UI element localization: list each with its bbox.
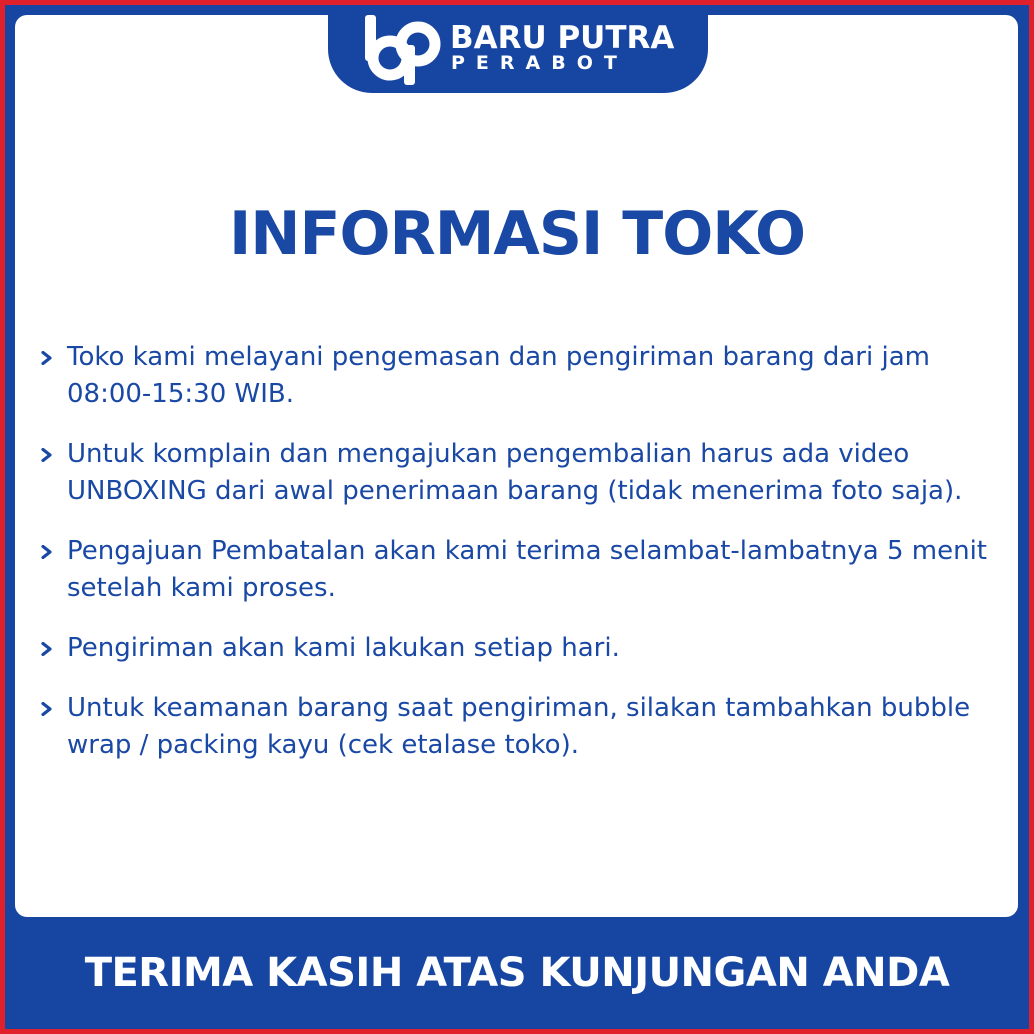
chevron-right-icon — [40, 351, 54, 365]
list-item — [40, 533, 1000, 607]
list-item-text: Untuk komplain dan mengajukan pengembalian harus ada video UNBOXING dari awal penerimaan barang (tidak menerima foto saja). — [67, 439, 963, 506]
list-item-text: Toko kami melayani pengemasan dan pengiriman barang dari jam 08:00-15:30 WIB. — [67, 342, 930, 409]
info-list — [40, 339, 1000, 787]
list-item — [40, 630, 1000, 667]
list-item-text: Pengajuan Pembatalan akan kami terima selambat-lambatnya 5 menit setelah kami proses. — [67, 536, 988, 603]
chevron-right-icon — [40, 642, 54, 656]
list-item-text: Pengiriman akan kami lakukan setiap hari. — [67, 633, 620, 663]
bp-monogram-icon — [362, 13, 446, 87]
footer-thank-you: TERIMA KASIH ATAS KUNJUNGAN ANDA — [84, 950, 950, 996]
list-item — [40, 436, 1000, 510]
list-item — [40, 690, 1000, 764]
brand-name: BARU PUTRA — [450, 20, 675, 56]
list-item — [40, 339, 1000, 413]
brand-subname: PERABOT — [451, 52, 628, 74]
page-title: INFORMASI TOKO — [228, 199, 806, 269]
chevron-right-icon — [40, 702, 54, 716]
chevron-right-icon — [40, 448, 54, 462]
chevron-right-icon — [40, 545, 54, 559]
list-item-text: Untuk keamanan barang saat pengiriman, silakan tambahkan bubble wrap / packing kayu (cek etalase toko). — [67, 693, 971, 760]
